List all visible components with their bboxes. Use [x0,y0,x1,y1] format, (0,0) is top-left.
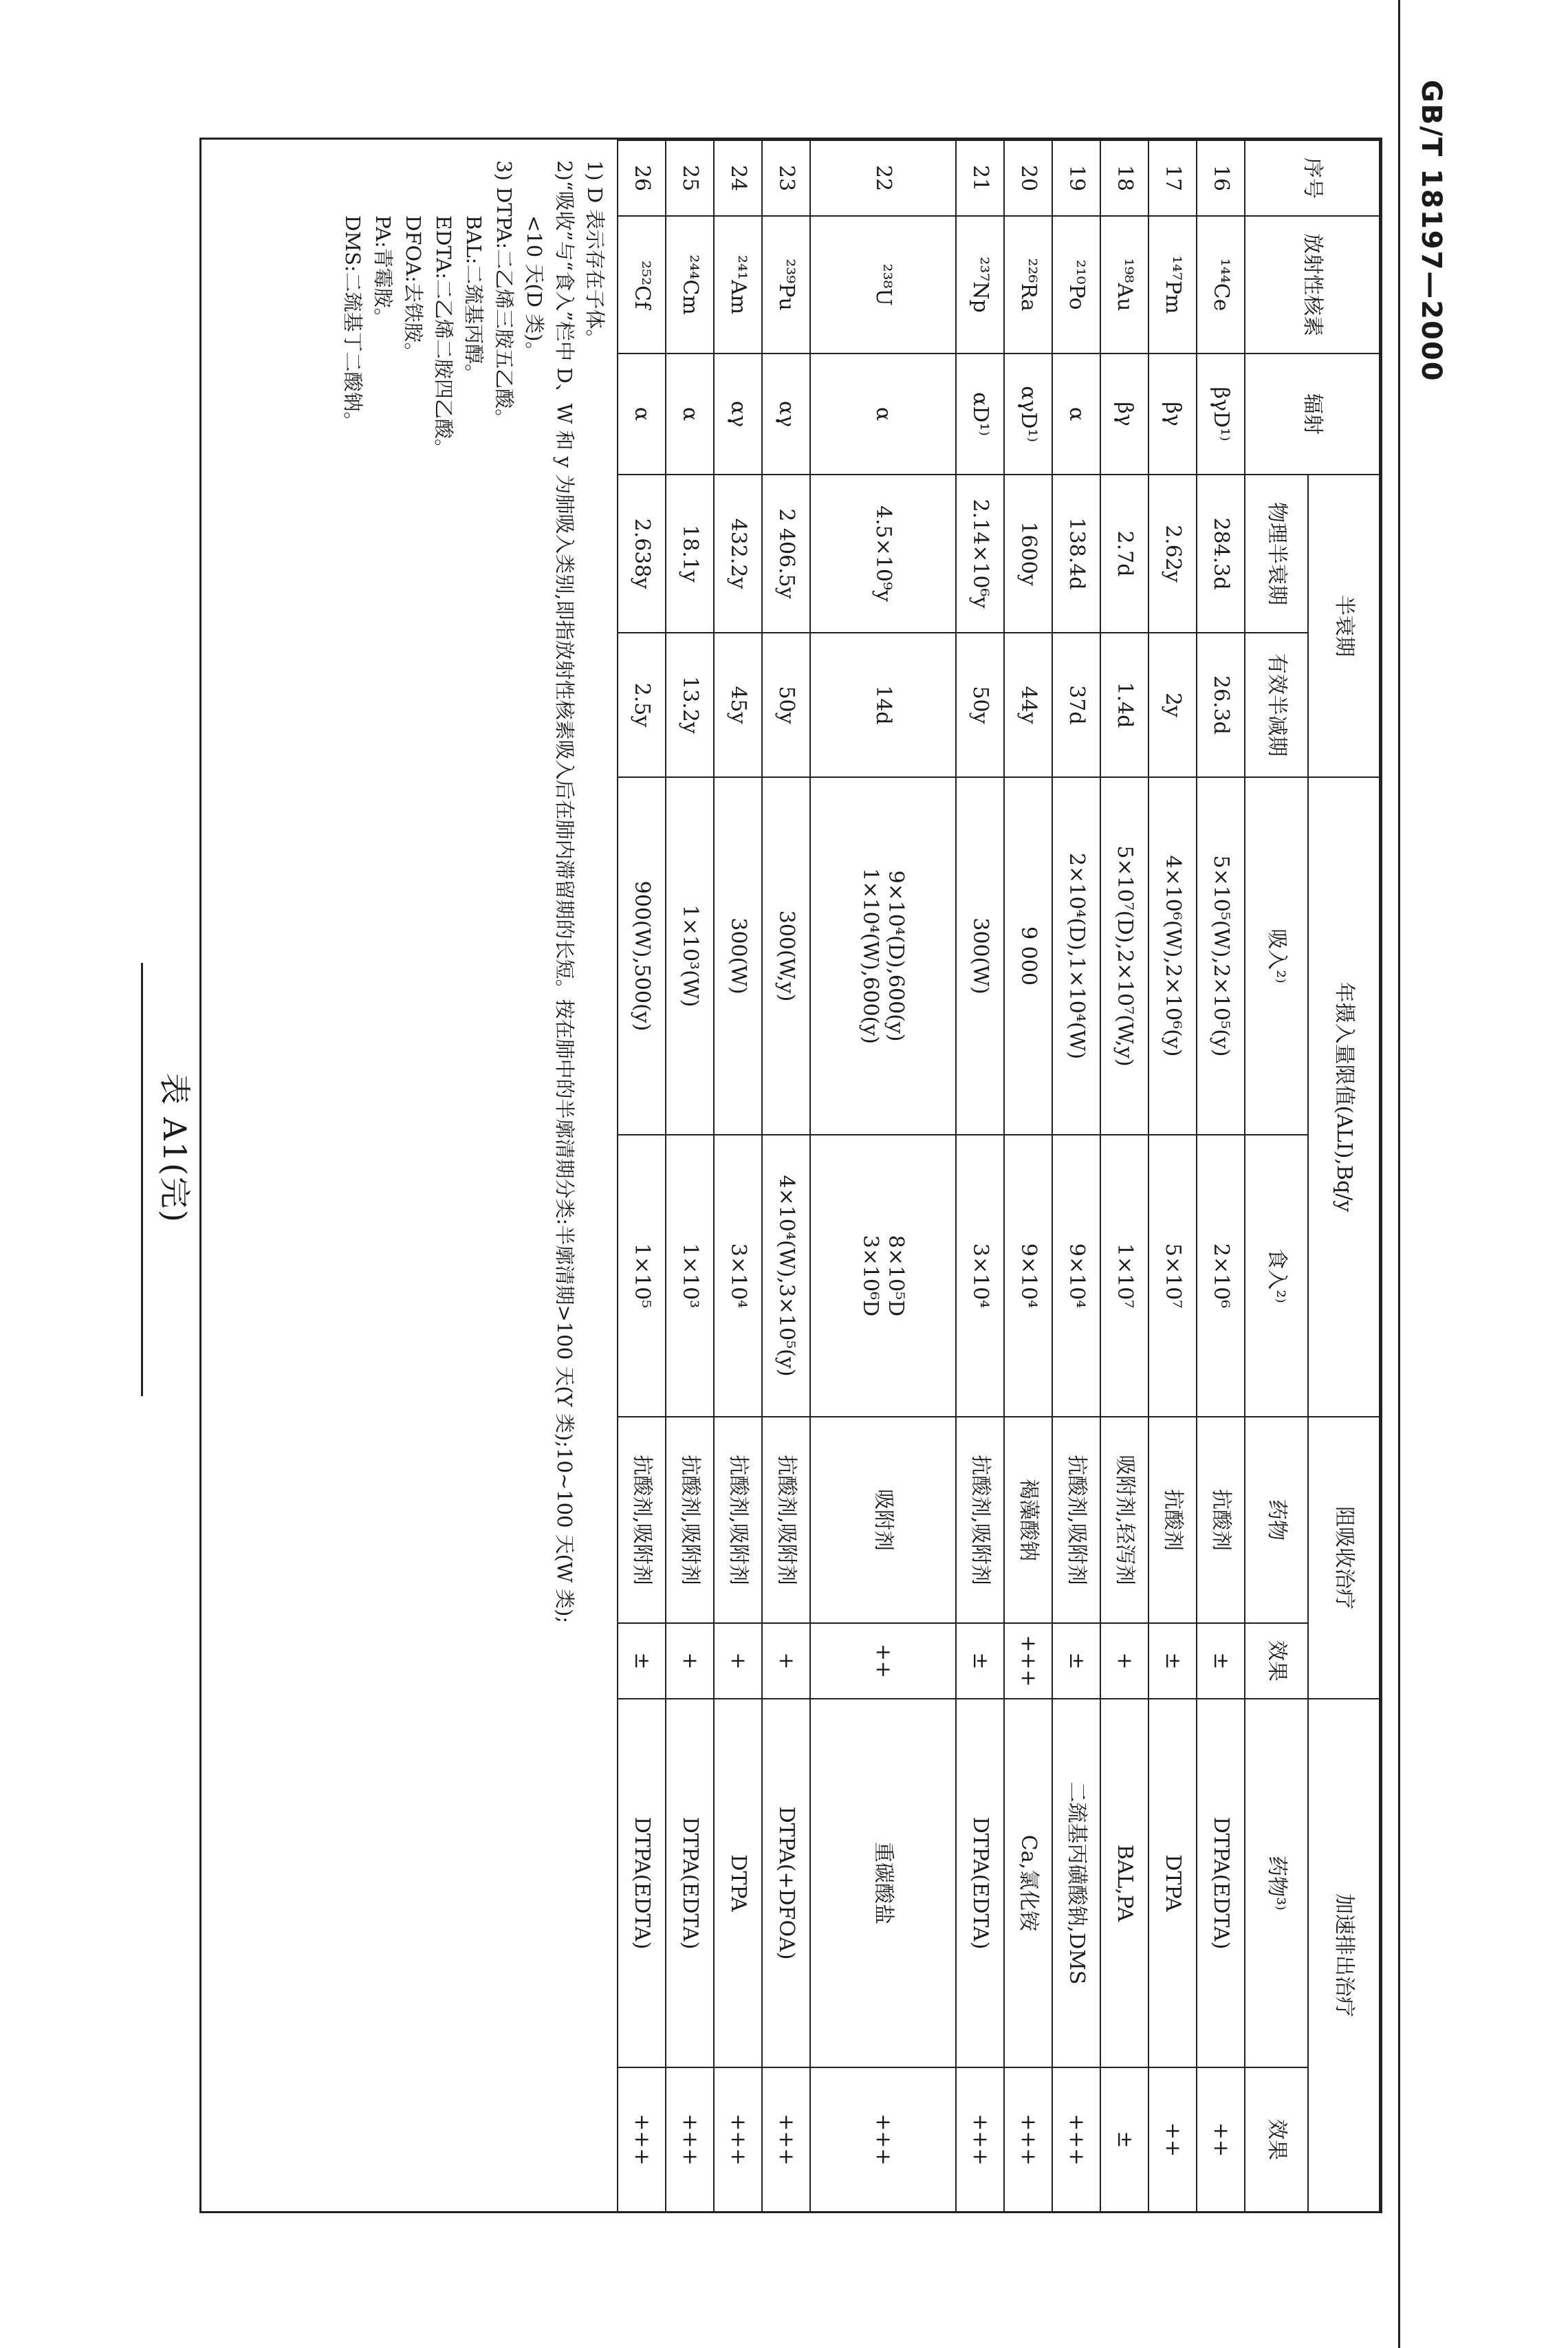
footnote-3-dms: DMS:二巯基丁二酸钠。 [341,215,364,432]
cell-abs-drug: 褐藻酸钠 [1004,1417,1052,1623]
header-rule [1398,0,1400,2348]
cell-abs-effect: ± [618,1623,666,1699]
cell-abs-effect: + [666,1623,714,1699]
cell-abs-effect: ++ [810,1623,956,1699]
cell-radiation: α [618,354,666,475]
cell-seq: 26 [618,140,666,216]
ingestion-line-2: 3×10⁶D [858,1235,882,1317]
cell-radiation: βγ [1148,354,1197,475]
cell-effective: 14d [810,633,956,777]
cell-exc-effect: +++ [1004,2067,1052,2212]
cell-inhalation [810,777,956,1135]
cell-effective: 13.2y [666,633,714,777]
cell-seq: 23 [762,140,810,216]
cell-abs-drug: 吸附剂,轻泻剂 [1100,1417,1148,1623]
cell-exc-effect: +++ [1052,2067,1100,2212]
inhalation-line-1: 9×10⁴(D),600(y) [884,870,908,1042]
cell-exc-drug: 重碳酸盐 [810,1699,956,2067]
cell-exc-drug: DTPA [1148,1699,1197,2067]
cell-effective: 37d [1052,633,1100,777]
cell-effective: 26.3d [1197,633,1245,777]
cell-physical: 2.638y [618,475,666,633]
cell-exc-drug: 二巯基丙磺酸钠,DMS [1052,1699,1100,2067]
cell-seq: 21 [956,140,1004,216]
header-excretion: 加速排出治疗 [1308,1699,1380,2212]
table-row [666,140,714,2212]
cell-exc-drug: Ca,氯化铵 [1004,1699,1052,2067]
cell-radiation: αγD¹⁾ [1004,354,1052,475]
cell-radiation: αγ [714,354,762,475]
cell-exc-effect: +++ [810,2067,956,2212]
header-ali: 年摄入量限值(ALI),Bq/y [1308,777,1380,1417]
table-row [1197,140,1245,2212]
cell-exc-effect: ++ [1197,2067,1245,2212]
cell-nuclide: ²³⁸U [810,216,956,354]
cell-radiation: βγ [1100,354,1148,475]
header-excretion-drug: 药物³⁾ [1245,1699,1308,2067]
header-half-life: 半衰期 [1308,475,1380,777]
cell-abs-drug: 抗酸剂 [1148,1417,1197,1623]
cell-effective: 1.4d [1100,633,1148,777]
cell-radiation: α [810,354,956,475]
header-absorption-effect: 效果 [1245,1623,1308,1699]
table-row [810,140,956,2212]
cell-nuclide: ¹⁴⁷Pm [1148,216,1197,354]
table-row [1052,140,1100,2212]
cell-nuclide: ²²⁶Ra [1004,216,1052,354]
header-inhalation: 吸入²⁾ [1245,777,1308,1135]
cell-abs-effect: ± [956,1623,1004,1699]
cell-inhalation: 300(W) [714,777,762,1135]
cell-physical: 2.62y [1148,475,1197,633]
cell-physical: 2.14×10⁶y [956,475,1004,633]
header-ingestion: 食入²⁾ [1245,1135,1308,1417]
cell-abs-drug: 抗酸剂,吸附剂 [1052,1417,1100,1623]
footnote-3: 3) DTPA:二乙烯三胺五乙酸。 [492,160,516,429]
cell-abs-effect: + [1100,1623,1148,1699]
cell-nuclide: ¹⁴⁴Ce [1197,216,1245,354]
cell-exc-drug: DTPA [714,1699,762,2067]
header-excretion-effect: 效果 [1245,2067,1308,2212]
ingestion-line-1: 8×10⁵D [884,1235,908,1317]
cell-exc-effect: ± [1100,2067,1148,2212]
cell-physical: 18.1y [666,475,714,633]
table-row [714,140,762,2212]
cell-nuclide: ²³⁹Pu [762,216,810,354]
cell-seq: 16 [1197,140,1245,216]
cell-ingestion: 1×10⁷ [1100,1135,1148,1417]
cell-abs-effect: + [714,1623,762,1699]
cell-ingestion: 9×10⁴ [1052,1135,1100,1417]
cell-ingestion: 3×10⁴ [956,1135,1004,1417]
cell-nuclide: ²⁵²Cf [618,216,666,354]
cell-abs-drug: 抗酸剂,吸附剂 [618,1417,666,1623]
cell-exc-drug: DTPA(EDTA) [956,1699,1004,2067]
cell-abs-effect: ± [1197,1623,1245,1699]
cell-effective: 2y [1148,633,1197,777]
cell-physical: 284.3d [1197,475,1245,633]
cell-inhalation: 2×10⁴(D),1×10⁴(W) [1052,777,1100,1135]
table-row [618,140,666,2212]
cell-abs-drug: 抗酸剂,吸附剂 [666,1417,714,1623]
cell-seq: 20 [1004,140,1052,216]
cell-nuclide: ¹⁹⁸Au [1100,216,1148,354]
table-caption: 表 A1(完) [156,1073,193,1224]
table-frame [199,138,1382,2213]
cell-ingestion [810,1135,956,1417]
cell-ingestion: 4×10⁴(W),3×10⁵(y) [762,1135,810,1417]
cell-radiation: βγD¹⁾ [1197,354,1245,475]
header-nuclide: 放射性核素 [1245,216,1380,354]
cell-effective: 44y [1004,633,1052,777]
cell-nuclide: ²³⁷Np [956,216,1004,354]
inhalation-line-2: 1×10⁴(W),600(y) [858,868,882,1044]
cell-abs-drug: 抗酸剂,吸附剂 [956,1417,1004,1623]
cell-inhalation: 900(W),500(y) [618,777,666,1135]
footnote-1: 1) D 表示存在子体。 [583,160,607,349]
cell-ingestion: 2×10⁶ [1197,1135,1245,1417]
cell-physical: 432.2y [714,475,762,633]
cell-exc-effect: +++ [618,2067,666,2212]
cell-inhalation: 1×10³(W) [666,777,714,1135]
cell-seq: 22 [810,140,956,216]
decorative-rule [141,963,143,1396]
header-effective-half-life: 有效半减期 [1245,633,1308,777]
cell-ingestion: 9×10⁴ [1004,1135,1052,1417]
cell-physical: 4.5×10⁹y [810,475,956,633]
cell-seq: 18 [1100,140,1148,216]
cell-inhalation: 4×10⁶(W),2×10⁶(y) [1148,777,1197,1135]
cell-exc-drug: DTPA(EDTA) [618,1699,666,2067]
cell-abs-effect: +++ [1004,1623,1052,1699]
cell-seq: 24 [714,140,762,216]
cell-ingestion: 3×10⁴ [714,1135,762,1417]
cell-exc-drug: DTPA(EDTA) [1197,1699,1245,2067]
table-row [1148,140,1197,2212]
table-row [762,140,810,2212]
cell-exc-drug: BAL,PA [1100,1699,1148,2067]
cell-inhalation: 300(W) [956,777,1004,1135]
cell-radiation: αD¹⁾ [956,354,1004,475]
cell-exc-effect: +++ [956,2067,1004,2212]
cell-inhalation: 5×10⁵(W),2×10⁵(y) [1197,777,1245,1135]
cell-abs-drug: 抗酸剂,吸附剂 [762,1417,810,1623]
cell-nuclide: ²⁴¹Am [714,216,762,354]
header-physical-half-life: 物理半衰期 [1245,475,1308,633]
cell-radiation: αγ [762,354,810,475]
cell-physical: 2 406.5y [762,475,810,633]
cell-abs-drug: 抗酸剂 [1197,1417,1245,1623]
cell-physical: 138.4d [1052,475,1100,633]
cell-effective: 2.5y [618,633,666,777]
cell-physical: 1600y [1004,475,1052,633]
cell-seq: 17 [1148,140,1197,216]
table-row [956,140,1004,2212]
cell-ingestion: 1×10³ [666,1135,714,1417]
cell-nuclide: ²⁴⁴Cm [666,216,714,354]
cell-exc-effect: ++ [1148,2067,1197,2212]
header-radiation: 辐射 [1245,354,1380,475]
cell-inhalation: 300(W,y) [762,777,810,1135]
cell-nuclide: ²¹⁰Po [1052,216,1100,354]
footnote-2-cont: <10 天(D 类)。 [523,215,546,362]
cell-exc-drug: DTPA(+DFOA) [762,1699,810,2067]
cell-seq: 19 [1052,140,1100,216]
cell-effective: 50y [956,633,1004,777]
cell-exc-drug: DTPA(EDTA) [666,1699,714,2067]
cell-exc-effect: +++ [666,2067,714,2212]
cell-radiation: α [1052,354,1100,475]
table-row [1004,140,1052,2212]
footnote-3-dfoa: DFOA:去铁胺。 [402,215,425,362]
nuclide-table [617,140,1380,2213]
standard-code: GB/T 18197—2000 [1415,80,1447,382]
footnote-3-pa: PA:青霉胺。 [371,215,395,328]
footnotes [338,160,610,2196]
cell-ingestion: 1×10⁵ [618,1135,666,1417]
table-row [1100,140,1148,2212]
footnote-2: 2)“吸收”与“食入”栏中 D、W 和 y 为肺吸入类别,即指放射性核素吸入后在肺内滞留期的长短。按在肺中的半廓清期分类:半廓清期>100 天(Y 类);10~100 天(W 类); [553,160,576,1624]
cell-abs-effect: ± [1052,1623,1100,1699]
cell-effective: 50y [762,633,810,777]
header-seq: 序号 [1245,140,1380,216]
cell-inhalation: 9 000 [1004,777,1052,1135]
footnote-3-edta: EDTA:二乙烯二胺四乙酸。 [432,215,455,459]
header-absorption-drug: 药物 [1245,1417,1308,1623]
footnote-3-bal: BAL:二巯基丙醇。 [462,215,486,384]
cell-abs-effect: + [762,1623,810,1699]
cell-seq: 25 [666,140,714,216]
cell-abs-drug: 抗酸剂,吸附剂 [714,1417,762,1623]
cell-abs-effect: ± [1148,1623,1197,1699]
cell-effective: 45y [714,633,762,777]
cell-inhalation: 5×10⁷(D),2×10⁷(W,y) [1100,777,1148,1135]
cell-radiation: α [666,354,714,475]
cell-abs-drug: 吸附剂 [810,1417,956,1623]
header-absorption-block: 阻吸收治疗 [1308,1417,1380,1699]
cell-ingestion: 5×10⁷ [1148,1135,1197,1417]
cell-exc-effect: +++ [762,2067,810,2212]
cell-physical: 2.7d [1100,475,1148,633]
cell-exc-effect: +++ [714,2067,762,2212]
